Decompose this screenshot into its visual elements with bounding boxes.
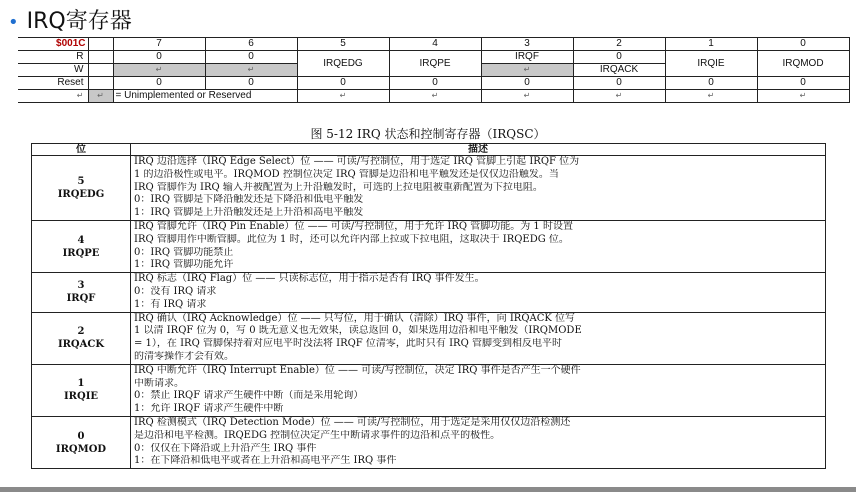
description-cell xyxy=(131,416,826,468)
bit-name: IRQPE xyxy=(62,247,100,259)
description-row xyxy=(32,312,826,364)
description-line: 1：有 IRQ 请求 xyxy=(134,298,207,310)
bit-header-6: 6 xyxy=(205,38,297,51)
register-table xyxy=(18,37,850,103)
unimplemented-cell: ↵ xyxy=(481,64,573,77)
bullet-icon: • xyxy=(8,12,19,33)
bit-header-3: 3 xyxy=(481,38,573,51)
slide-title-text: IRQ寄存器 xyxy=(26,9,132,34)
reset-bit-4: 0 xyxy=(389,77,481,90)
legend-swatch: ↵ xyxy=(88,90,113,103)
description-row xyxy=(32,220,826,272)
slide-title xyxy=(8,4,132,35)
description-header-row xyxy=(32,144,826,156)
bit-header-5: 5 xyxy=(297,38,389,51)
description-line: IRQ 边沿选择（IRQ Edge Select）位 —— 可读/写控制位，用于选定 IRQ 管脚上引起 IRQF 位为 xyxy=(134,156,580,167)
read-bit-7: 0 xyxy=(113,51,205,64)
description-cell xyxy=(131,273,826,312)
header-bit: 位 xyxy=(32,144,131,156)
description-cell xyxy=(131,220,826,272)
description-line: = 1），在 IRQ 管脚保持着对应电平时没法将 IRQF 位清零，此时只有 IRQ 管脚变到相反电平时 xyxy=(134,338,562,350)
field-irqmod: IRQMOD xyxy=(757,51,849,77)
description-line: 0：IRQ 管脚是下降沿触发还是下降沿和低电平触发 xyxy=(134,194,364,206)
bit-number: 4 xyxy=(77,234,85,246)
empty-cell: ↵ xyxy=(297,90,389,103)
reset-bit-6: 0 xyxy=(205,77,297,90)
description-line: 0：IRQ 管脚功能禁止 xyxy=(134,246,234,258)
description-line: IRQ 管脚用作中断管脚。此位为 1 时，还可以允许内部上拉或下拉电阻，这取决于 IRQEDG 位。 xyxy=(134,233,569,245)
description-line: 0：没有 IRQ 请求 xyxy=(134,285,217,297)
write-row-label: W xyxy=(18,64,88,77)
legend-text: = Unimplemented or Reserved xyxy=(113,90,297,103)
field-irqie: IRQIE xyxy=(665,51,757,77)
bit-number: 3 xyxy=(77,280,85,292)
reset-bit-3: 0 xyxy=(481,77,573,90)
description-line: IRQ 管脚作为 IRQ 输入并被配置为上升沿触发时，可选的上拉电阻被重新配置为下拉电阻。 xyxy=(134,181,543,193)
bit-cell xyxy=(32,416,131,468)
reset-bit-0: 0 xyxy=(757,77,849,90)
register-header-row xyxy=(18,38,849,51)
bit-cell xyxy=(32,312,131,364)
read-bit-2: 0 xyxy=(573,51,665,64)
bit-number: 0 xyxy=(77,430,85,442)
reset-bit-7: 0 xyxy=(113,77,205,90)
description-row xyxy=(32,364,826,416)
empty-cell xyxy=(88,38,113,51)
field-irqpe: IRQPE xyxy=(389,51,481,77)
description-row xyxy=(32,273,826,312)
reset-bit-5: 0 xyxy=(297,77,389,90)
reset-bit-2: 0 xyxy=(573,77,665,90)
bit-name: IRQF xyxy=(66,293,96,305)
description-line: 1 的边沿极性或电平。IRQMOD 控制位决定 IRQ 管脚是边沿和电平触发还是仅仅边沿触发。当 xyxy=(134,168,559,180)
header-description: 描述 xyxy=(131,144,826,156)
figure-caption: 图 5-12 IRQ 状态和控制寄存器（IRQSC） xyxy=(310,127,546,141)
unimplemented-cell: ↵ xyxy=(113,64,205,77)
slide-bottom-bar xyxy=(0,487,856,492)
field-irqack: IRQACK xyxy=(573,64,665,77)
bit-cell xyxy=(32,156,131,221)
bit-name: IRQIE xyxy=(64,391,98,403)
empty-cell: ↵ xyxy=(757,90,849,103)
description-line: 是边沿和电平检测。IRQEDG 控制位决定产生中断请求事件的边沿和点平的极性。 xyxy=(134,429,501,441)
description-line: 1：IRQ 管脚功能允许 xyxy=(134,259,234,271)
bit-number: 5 xyxy=(77,175,85,187)
description-line: 1 以清 IRQF 位为 0，写 0 既无意义也无效果，读总返回 0，如果选用边沿和电平触发（IRQMODE xyxy=(134,325,582,337)
bit-header-0: 0 xyxy=(757,38,849,51)
bit-header-7: 7 xyxy=(113,38,205,51)
bit-cell xyxy=(32,273,131,312)
register-address: $001C xyxy=(18,38,88,51)
description-line: IRQ 标志（IRQ Flag）位 —— 只读标志位，用于指示是否有 IRQ 事件发生。 xyxy=(134,273,485,285)
register-reset-row xyxy=(18,77,849,90)
unimplemented-cell: ↵ xyxy=(205,64,297,77)
bit-header-2: 2 xyxy=(573,38,665,51)
bit-cell xyxy=(32,364,131,416)
empty-cell xyxy=(88,77,113,90)
description-line: 的清零操作才会有效。 xyxy=(134,350,234,362)
description-cell xyxy=(131,312,826,364)
field-irqedg: IRQEDG xyxy=(297,51,389,77)
register-legend-row xyxy=(18,90,849,103)
empty-cell: ↵ xyxy=(573,90,665,103)
bit-number: 2 xyxy=(77,326,85,338)
description-line: 1：允许 IRQF 请求产生硬件中断 xyxy=(134,403,284,415)
description-line: IRQ 中断允许（IRQ Interrupt Enable）位 —— 可读/写控制位，决定 IRQ 事件是否产生一个硬件 xyxy=(134,364,581,376)
description-row xyxy=(32,416,826,468)
bit-cell xyxy=(32,220,131,272)
reset-bit-1: 0 xyxy=(665,77,757,90)
description-table xyxy=(31,143,826,469)
bit-header-1: 1 xyxy=(665,38,757,51)
description-line: IRQ 检测模式（IRQ Detection Mode）位 —— 可读/写控制位，用于选定是采用仅仅边沿检测还 xyxy=(134,416,571,428)
bit-number: 1 xyxy=(77,378,85,390)
description-line: 1：在下降沿和低电平或者在上升沿和高电平产生 IRQ 事件 xyxy=(134,455,397,467)
empty-cell xyxy=(88,51,113,64)
bit-name: IRQACK xyxy=(57,339,105,351)
reset-row-label: Reset xyxy=(18,77,88,90)
read-bit-6: 0 xyxy=(205,51,297,64)
description-line: 中断请求。 xyxy=(134,377,184,389)
bit-header-4: 4 xyxy=(389,38,481,51)
bit-name: IRQMOD xyxy=(55,443,107,455)
empty-cell: ↵ xyxy=(389,90,481,103)
description-cell xyxy=(131,156,826,221)
read-row-label: R xyxy=(18,51,88,64)
empty-cell: ↵ xyxy=(665,90,757,103)
description-line: 0：禁止 IRQF 请求产生硬件中断（而是采用轮询） xyxy=(134,390,364,402)
register-read-row xyxy=(18,51,849,64)
description-row xyxy=(32,156,826,221)
empty-cell: ↵ xyxy=(18,90,88,103)
bit-name: IRQEDG xyxy=(57,188,105,200)
empty-cell xyxy=(88,64,113,77)
description-line: 1：IRQ 管脚是上升沿触发还是上升沿和高电平触发 xyxy=(134,207,364,219)
description-cell xyxy=(131,364,826,416)
empty-cell: ↵ xyxy=(481,90,573,103)
description-line: 0：仅仅在下降沿或上升沿产生 IRQ 事件 xyxy=(134,442,317,454)
description-line: IRQ 确认（IRQ Acknowledge）位 —— 只写位，用于确认（清除）IRQ 事件，向 IRQACK 位写 xyxy=(134,312,576,324)
field-irqf: IRQF xyxy=(481,51,573,64)
description-line: IRQ 管脚允许（IRQ Pin Enable）位 —— 可读/写控制位，用于允许 IRQ 管脚功能。为 1 时设置 xyxy=(134,220,573,232)
